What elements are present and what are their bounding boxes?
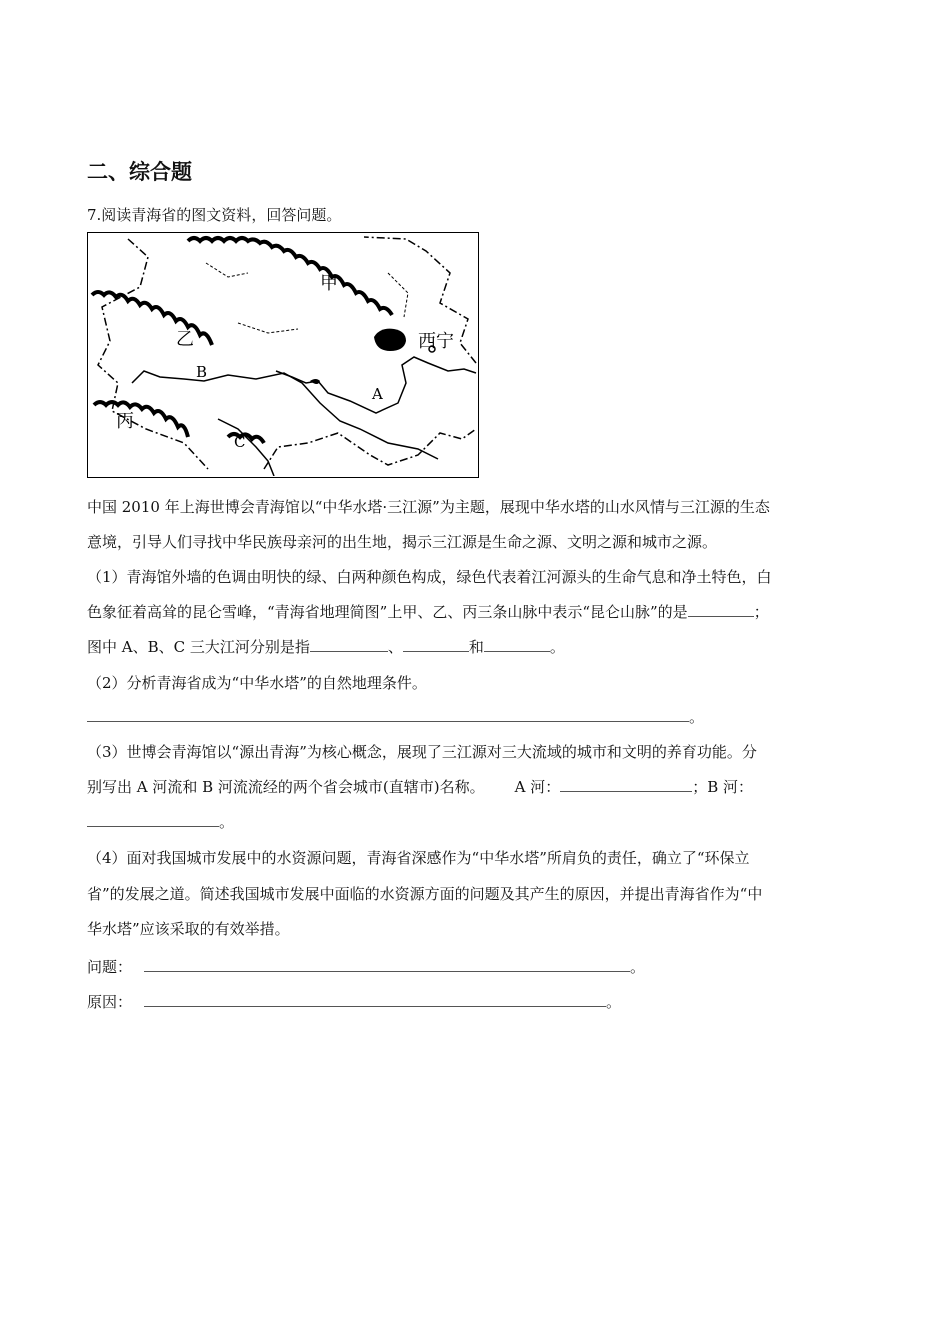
label-xining: 西宁	[418, 331, 454, 352]
q3-line-2-text: 别写出 A 河流和 B 河流流经的两个省会城市(直辖市)名称。	[87, 778, 485, 796]
q2-line-2-end: 。	[689, 708, 705, 726]
answer-blank-reason[interactable]	[144, 992, 606, 1007]
qinghai-map	[87, 232, 479, 478]
problem-end: 。	[630, 958, 646, 976]
province-border	[98, 237, 476, 469]
q1-line-3-end: 。	[549, 638, 565, 656]
q2-line-2	[87, 707, 704, 727]
q4-line-2: 省”的发展之道。简述我国城市发展中面临的水资源方面的问题及其产生的原因，并提出青海省作为“中	[87, 885, 763, 903]
answer-blank-b-cities[interactable]	[87, 812, 219, 827]
qinghai-lake	[374, 329, 406, 351]
q3-line-2	[87, 777, 753, 797]
q1-line-3-and: 和	[468, 638, 484, 656]
mountain-range-yi	[92, 292, 212, 345]
answer-blank-river-a[interactable]	[310, 637, 388, 652]
label-jia: 甲	[320, 273, 338, 294]
q1-line-3-sep: 、	[387, 638, 403, 656]
reason-line	[87, 992, 621, 1012]
label-river-b: B	[196, 363, 208, 381]
q3-b-label: ；B 河：	[692, 778, 754, 796]
label-bing: 丙	[116, 411, 134, 432]
answer-blank-river-b[interactable]	[403, 637, 469, 652]
q1-line-2	[87, 602, 769, 622]
tributary	[206, 263, 408, 333]
problem-line	[87, 957, 645, 977]
q3-a-label: A 河：	[514, 778, 561, 796]
q1-line-3-text: 图中 A、B、C 三大江河分别是指	[87, 638, 310, 656]
intro-line-1: 中国 2010 年上海世博会青海馆以“中华水塔·三江源”为主题，展现中华水塔的山水风情与三江源的生态	[87, 498, 770, 516]
answer-blank-a-cities[interactable]	[560, 777, 692, 792]
q4-line-1: （4）面对我国城市发展中的水资源问题，青海省深感作为“中华水塔”所肩负的责任，确立了“环保立	[87, 849, 750, 867]
q3-line-3	[87, 812, 234, 832]
question-intro: 7.阅读青海省的图文资料，回答问题。	[87, 206, 342, 224]
river-a-lake	[310, 379, 320, 384]
q3-line-1: （3）世博会青海馆以“源出青海”为核心概念，展现了三江源对三大流域的城市和文明的养育功能。分	[87, 743, 757, 761]
answer-blank-q2[interactable]	[87, 707, 689, 722]
problem-label: 问题：	[87, 958, 133, 976]
reason-end: 。	[606, 993, 622, 1011]
label-river-a: A	[372, 385, 383, 403]
q1-line-3	[87, 637, 565, 657]
answer-blank-river-c[interactable]	[484, 637, 550, 652]
qinghai-map-drawing	[88, 233, 477, 476]
q4-line-3: 华水塔”应该采取的有效举措。	[87, 920, 290, 938]
label-yi: 乙	[176, 329, 194, 350]
reason-label: 原因：	[87, 993, 133, 1011]
answer-blank-problem[interactable]	[144, 957, 630, 972]
section-heading: 二、综合题	[87, 160, 192, 184]
q1-line-1: （1）青海馆外墙的色调由明快的绿、白两种颜色构成，绿色代表着江河源头的生命气息和净土特色，白	[87, 568, 772, 586]
q2-line-1: （2）分析青海省成为“中华水塔”的自然地理条件。	[87, 674, 427, 692]
answer-blank-kunlun[interactable]	[688, 602, 754, 617]
q1-line-2-end: ；	[753, 603, 769, 621]
intro-line-2: 意境，引导人们寻找中华民族母亲河的出生地，揭示三江源是生命之源、文明之源和城市之源。	[87, 533, 718, 551]
q3-line-3-end: 。	[219, 813, 235, 831]
q1-line-2-text: 色象征着高耸的昆仑雪峰，“青海省地理简图”上甲、乙、丙三条山脉中表示“昆仑山脉”的是	[87, 603, 688, 621]
mountain-range-jia	[188, 238, 392, 315]
label-river-c: C	[234, 433, 246, 451]
